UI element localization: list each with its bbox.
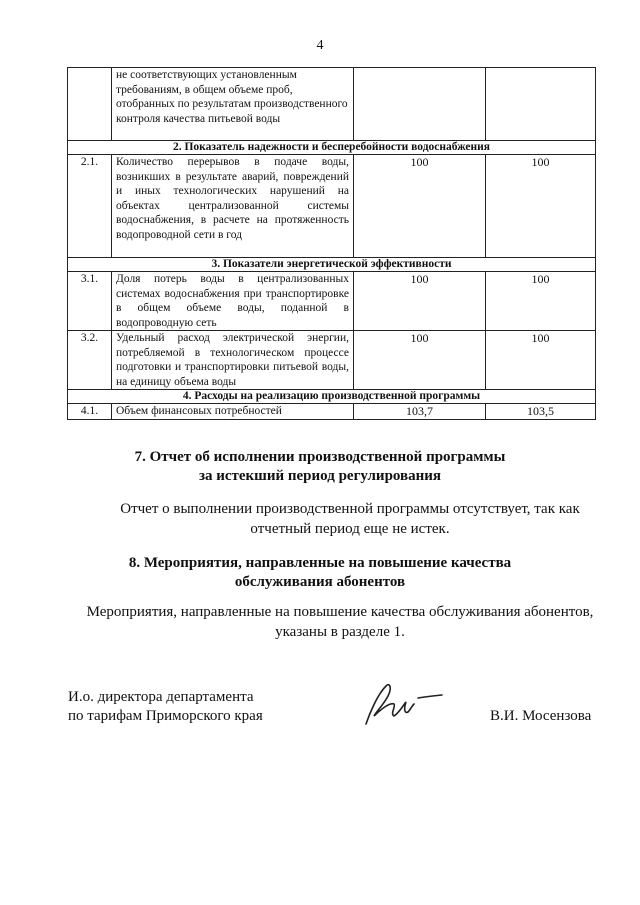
table-row <box>68 155 596 258</box>
row-number: 3.2. <box>68 331 112 390</box>
section-title: 2. Показатель надежности и бесперебойности водоснабжения <box>68 141 596 155</box>
section-7-text <box>60 499 640 539</box>
signatory-position <box>68 688 263 726</box>
section-7-text-line1: Отчет о выполнении производственной программы отсутствует, так как <box>120 501 580 517</box>
section-8-heading <box>0 554 640 592</box>
signatory-name: В.И. Мосензова <box>490 708 592 724</box>
value-cell <box>354 68 486 141</box>
handwritten-signature <box>360 672 450 732</box>
section-8-title-line2: обслуживания абонентов <box>234 574 406 590</box>
value-cell <box>486 68 596 141</box>
indicator-description: Доля потерь воды в централизованных системах водоснабжения при транспортировке в общем объеме воды, поданной в водопроводную сеть <box>112 272 354 331</box>
table-row <box>68 331 596 390</box>
section-7-title-line1: 7. Отчет об исполнении производственной программы <box>134 449 506 465</box>
signatory-position-line2: по тарифам Приморского края <box>68 708 263 724</box>
value-cell: 100 <box>486 272 596 331</box>
signatory-position-line1: И.о. директора департамента <box>68 689 254 705</box>
row-number: 4.1. <box>68 404 112 420</box>
value-cell: 103,7 <box>354 404 486 420</box>
indicator-description: не соответствующих установленным требованиям, в общем объеме проб, отобранных по результатам производственного контроля качества питьевой воды <box>112 68 354 141</box>
table-row <box>68 68 596 141</box>
section-8-text <box>40 602 640 642</box>
value-cell: 100 <box>354 155 486 258</box>
indicator-description: Удельный расход электрической энергии, потребляемой в технологическом процессе подготовки и транспортировки питьевой воды, на единицу объема воды <box>112 331 354 390</box>
section-8-text-line1: Мероприятия, направленные на повышение качества обслуживания абонентов, <box>86 604 594 620</box>
table-row <box>68 404 596 420</box>
section-8-title-line1: 8. Мероприятия, направленные на повышение качества <box>128 555 512 571</box>
table-row <box>68 272 596 331</box>
indicator-description: Объем финансовых потребностей <box>112 404 354 420</box>
value-cell: 100 <box>354 331 486 390</box>
section-title: 3. Показатели энергетической эффективности <box>68 258 596 272</box>
section-8-text-line2: указаны в разделе 1. <box>275 624 405 640</box>
row-number: 2.1. <box>68 155 112 258</box>
indicator-description: Количество перерывов в подаче воды, возникших в результате аварий, повреждений и иных технологических нарушений на объектах централизованной системы водоснабжения, в расчете на протяженность водопроводной сети в год <box>112 155 354 258</box>
section-row <box>68 390 596 404</box>
value-cell: 100 <box>486 155 596 258</box>
indicators-table <box>67 67 596 420</box>
section-row <box>68 258 596 272</box>
row-number <box>68 68 112 141</box>
value-cell: 103,5 <box>486 404 596 420</box>
section-7-heading <box>0 448 640 486</box>
value-cell: 100 <box>486 331 596 390</box>
section-title: 4. Расходы на реализацию производственной программы <box>68 390 596 404</box>
row-number: 3.1. <box>68 272 112 331</box>
page-number: 4 <box>316 38 324 53</box>
section-7-title-line2: за истекший период регулирования <box>198 468 442 484</box>
section-row <box>68 141 596 155</box>
section-7-text-line2: отчетный период еще не истек. <box>250 521 450 537</box>
value-cell: 100 <box>354 272 486 331</box>
